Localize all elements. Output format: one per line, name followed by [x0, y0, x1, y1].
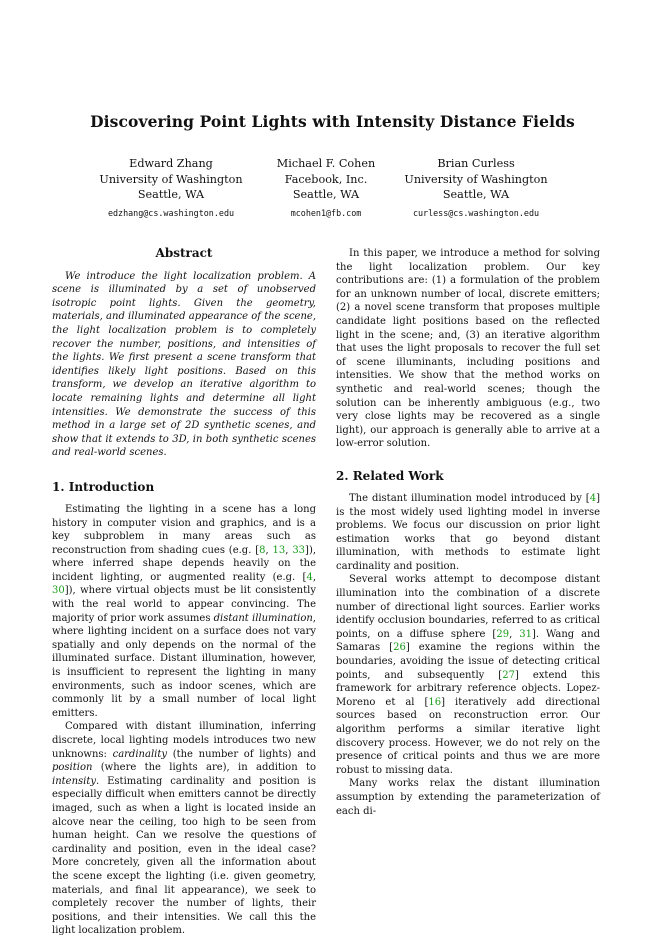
author-location: Seattle, WA: [292, 188, 360, 201]
related-paragraph-3: Many works relax the distant illumination assumption by extending the parameterization of each di-: [336, 778, 600, 817]
emphasis: distant illumination: [213, 612, 313, 624]
emphasis: intensity: [52, 775, 97, 787]
author-name: Michael F. Cohen: [276, 157, 376, 170]
citation-link[interactable]: 4: [306, 571, 313, 583]
citation-link[interactable]: 29: [496, 628, 510, 640]
author-block-2: [260, 156, 392, 219]
author-affiliation: University of Washington: [404, 172, 548, 186]
citation-link[interactable]: 30: [52, 585, 65, 597]
citation-link[interactable]: 4: [589, 492, 597, 504]
author-email: curless@cs.washington.edu: [412, 207, 540, 218]
intro-paragraph-3: In this paper, we introduce a method for solving the light localization problem. Our key contributions are: (1) a formulation of the problem for an unknown number of local, discrete emitters; (2) a novel scene transform that proposes multiple candidate light positions based on the reflected light in the scene; and, (3) an iterative algorithm that uses the light proposals to recover the full set of scene illuminants, including positions and intensities. We show that the method works on synthetic and real-world scenes; though the solution can be inherently ambiguous (e.g., two very close lights may be recovered as a single light), our approach is generally able to arrive at a low-error solution.: [336, 248, 600, 450]
citation-link[interactable]: 26: [393, 642, 406, 654]
citation-link[interactable]: 8: [259, 544, 266, 556]
left-column: [52, 247, 316, 938]
author-affiliation: University of Washington: [99, 172, 243, 186]
section-heading-related-work: 2. Related Work: [336, 468, 444, 483]
citation-link[interactable]: 33: [292, 544, 306, 556]
citation-link[interactable]: 13: [272, 544, 286, 556]
citation-link[interactable]: 31: [519, 628, 532, 640]
author-block-1: [96, 156, 246, 219]
author-location: Seattle, WA: [137, 188, 205, 201]
emphasis: position: [52, 762, 93, 774]
paper-title: Discovering Point Lights with Intensity Distance Fields: [90, 112, 575, 131]
author-name: Brian Curless: [437, 157, 515, 170]
author-email: mcohen1@fb.com: [290, 207, 362, 218]
citation-link[interactable]: 27: [502, 669, 515, 681]
related-paragraph-1: The distant illumination model introduced by [4] is the most widely used lighting model in inverse problems. We focus our discussion on prior light estimation works that go beyond distant illumination, with methods to estimate light cardinality and position.: [336, 492, 600, 572]
related-paragraph-2: Several works attempt to decompose distant illumination into the combination of a discrete number of directional light sources. Earlier works identify occlusion boundaries, referred to as critical points, on a diffuse sphere [29, 31]. Wang and Samaras [26] examine the regions within the boundaries, avoiding the issue of detecting critical points, and subsequently [27] extend this framework for arbitrary reference objects. Lopez-Moreno et al [16] iteratively add directional sources based on reconstruction error. Our algorithm performs a similar iterative light discovery process. However, we do not rely on the presence of critical points and thus we are more robust to missing data.: [336, 574, 601, 776]
author-block-3: [400, 156, 552, 219]
abstract-text: We introduce the light localization problem. A scene is illuminated by a set of unobserved isotropic point lights. Given the geometry, materials, and illuminated appearance of the scene, the light localization problem is to completely recover the number, positions, and intensities of the lights. We first present a scene transform that identifies likely light positions. Based on this transform, we develop an iterative algorithm to locate remaining lights and determine all light intensities. We demonstrate the success of this method in a large set of 2D synthetic scenes, and show that it extends to 3D, in both synthetic scenes and real-world scenes.: [52, 270, 316, 459]
section-heading-introduction: 1. Introduction: [52, 479, 155, 494]
author-affiliation: Facebook, Inc.: [284, 172, 368, 186]
intro-paragraph-2: Compared with distant illumination, inferring discrete, local lighting models introduces two new unknowns: cardinality (the number of lights) and position (where the lights are), in addition to intensity. Estimating cardinality and position is especially difficult when emitters cannot be directly imaged, such as when a light is located inside an alcove near the ceiling, too high to be seen from human height. Can we resolve the questions of cardinality and position, even in the ideal case? More concretely, given all the information about the scene except the lighting (i.e. given geometry, materials, and final lit appearance), we seek to completely recover the number of lights, their positions, and their intensities. We call this the light localization problem.: [52, 721, 316, 937]
abstract-heading: Abstract: [155, 246, 213, 260]
author-location: Seattle, WA: [442, 188, 510, 201]
abstract: [52, 270, 316, 460]
citation-link[interactable]: 16: [428, 696, 442, 708]
author-name: Edward Zhang: [129, 157, 213, 170]
emphasis: cardinality: [112, 748, 168, 760]
author-email: edzhang@cs.washington.edu: [107, 207, 235, 218]
right-column: [336, 247, 600, 818]
intro-paragraph-1: Estimating the lighting in a scene has a long history in computer vision and graphics, and is a key subproblem in many areas such as reconstruction from shading cues (e.g. [8, 13, 33]), where inferred shape depends heavily on the incident lighting, or augmented reality (e.g. [4, 30]), where virtual objects must be lit consistently with the real world to appear convincing. The majority of prior work assumes distant illumination, where lighting incident on a surface does not vary spatially and only depends on the normal of the illuminated surface. Distant illumination, however, is insufficient to represent the lighting in many environments, such as indoor scenes, which are commonly lit by a small number of local light emitters.: [52, 503, 317, 719]
